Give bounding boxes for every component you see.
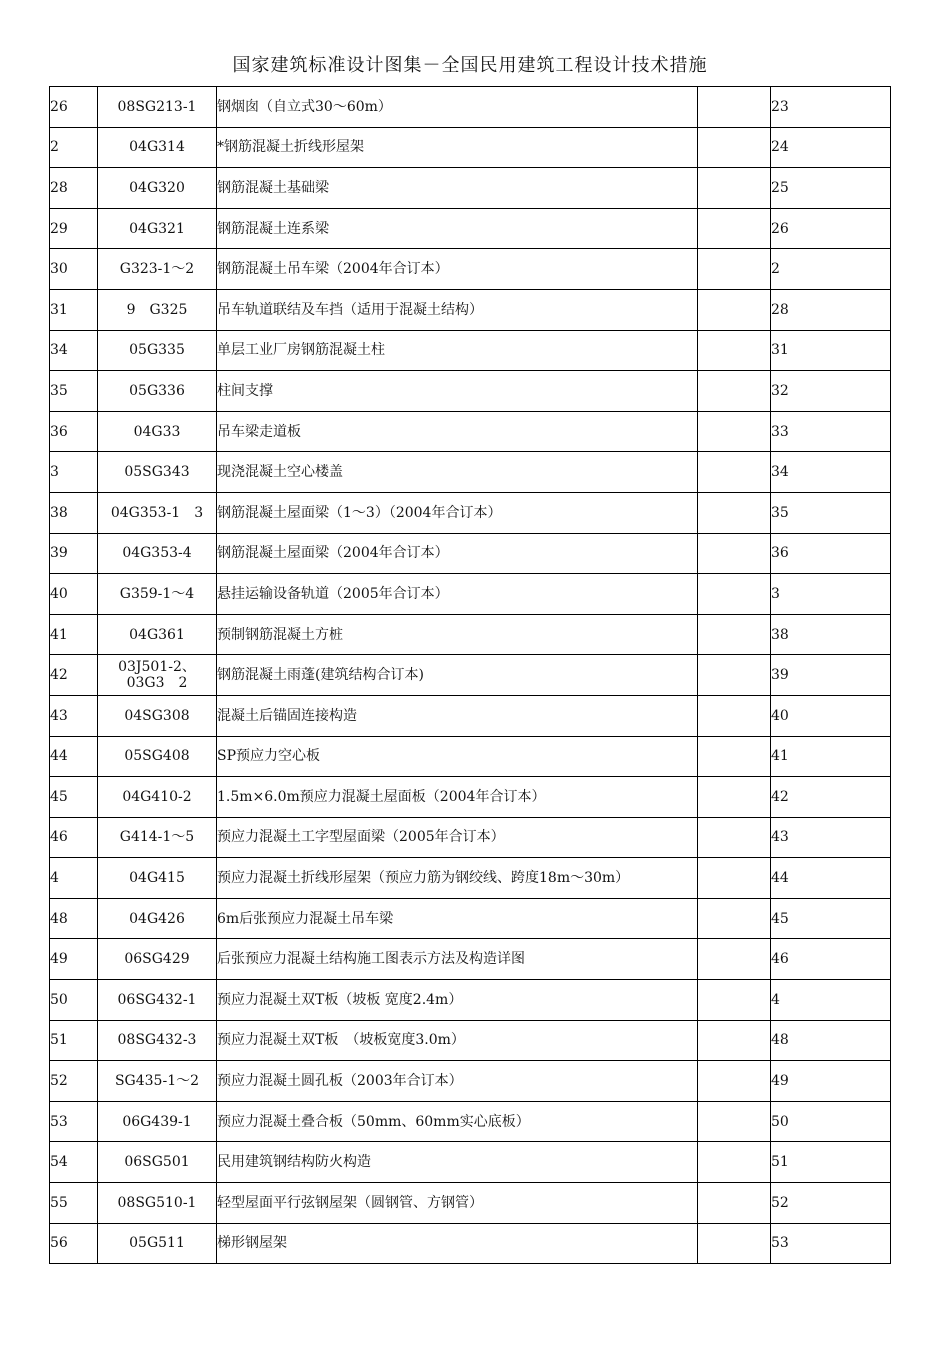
page-number-cell: 3: [771, 574, 891, 615]
table-row: [50, 492, 891, 533]
empty-cell: [698, 777, 771, 818]
row-number-cell: 41: [50, 614, 98, 655]
atlas-name-cell: 混凝土后锚固连接构造: [217, 695, 698, 736]
empty-cell: [698, 614, 771, 655]
table-row: [50, 777, 891, 818]
empty-cell: [698, 858, 771, 899]
row-number-cell: 43: [50, 695, 98, 736]
atlas-name-cell: SP预应力空心板: [217, 736, 698, 777]
row-number-cell: 56: [50, 1223, 98, 1264]
row-number-cell: 45: [50, 777, 98, 818]
atlas-code-cell: 04G321: [98, 208, 217, 249]
atlas-code-cell: G414-1～5: [98, 817, 217, 858]
empty-cell: [698, 127, 771, 168]
row-number-cell: 35: [50, 371, 98, 412]
atlas-code-cell: 04G353-1 3: [98, 492, 217, 533]
empty-cell: [698, 411, 771, 452]
atlas-code-cell: 06SG429: [98, 939, 217, 980]
row-number-cell: 28: [50, 168, 98, 209]
page-number-cell: 39: [771, 655, 891, 696]
page-number-cell: 41: [771, 736, 891, 777]
page-number-cell: 23: [771, 87, 891, 128]
row-number-cell: 26: [50, 87, 98, 128]
table-row: [50, 574, 891, 615]
atlas-code-cell: G323-1～2: [98, 249, 217, 290]
atlas-name-cell: 民用建筑钢结构防火构造: [217, 1142, 698, 1183]
atlas-name-cell: 柱间支撑: [217, 371, 698, 412]
empty-cell: [698, 1223, 771, 1264]
empty-cell: [698, 736, 771, 777]
atlas-name-cell: 预应力混凝土折线形屋架（预应力筋为钢绞线、跨度18m～30m）: [217, 858, 698, 899]
table-row: [50, 898, 891, 939]
page-number-cell: 34: [771, 452, 891, 493]
row-number-cell: 2: [50, 127, 98, 168]
empty-cell: [698, 655, 771, 696]
page-number-cell: 38: [771, 614, 891, 655]
page-number-cell: 31: [771, 330, 891, 371]
page-number-cell: 50: [771, 1101, 891, 1142]
atlas-code-cell: 06SG432-1: [98, 980, 217, 1021]
atlas-code-cell: 05G336: [98, 371, 217, 412]
page-number-cell: 48: [771, 1020, 891, 1061]
atlas-name-cell: 预应力混凝土圆孔板（2003年合订本）: [217, 1061, 698, 1102]
row-number-cell: 31: [50, 289, 98, 330]
row-number-cell: 50: [50, 980, 98, 1021]
row-number-cell: 36: [50, 411, 98, 452]
atlas-code-cell: 06SG501: [98, 1142, 217, 1183]
empty-cell: [698, 452, 771, 493]
empty-cell: [698, 1020, 771, 1061]
atlas-code-cell: 04G361: [98, 614, 217, 655]
row-number-cell: 55: [50, 1183, 98, 1224]
atlas-code-cell: 06G439-1: [98, 1101, 217, 1142]
row-number-cell: 34: [50, 330, 98, 371]
table-row: [50, 1020, 891, 1061]
atlas-code-cell: G359-1～4: [98, 574, 217, 615]
row-number-cell: 29: [50, 208, 98, 249]
atlas-name-cell: 轻型屋面平行弦钢屋架（圆钢管、方钢管）: [217, 1183, 698, 1224]
table-row: [50, 289, 891, 330]
page-number-cell: 52: [771, 1183, 891, 1224]
atlas-code-cell: 05SG343: [98, 452, 217, 493]
table-row: [50, 1223, 891, 1264]
table-row: [50, 452, 891, 493]
table-row: [50, 1142, 891, 1183]
atlas-code-line: 03J501-2、: [118, 659, 196, 676]
row-number-cell: 52: [50, 1061, 98, 1102]
atlas-code-cell: SG435-1～2: [98, 1061, 217, 1102]
table-row: [50, 208, 891, 249]
empty-cell: [698, 87, 771, 128]
atlas-name-cell: 吊车轨道联结及车挡（适用于混凝土结构）: [217, 289, 698, 330]
atlas-name-cell: 预应力混凝土工字型屋面梁（2005年合订本）: [217, 817, 698, 858]
empty-cell: [698, 249, 771, 290]
page-number-cell: 36: [771, 533, 891, 574]
row-number-cell: 51: [50, 1020, 98, 1061]
table-row: [50, 87, 891, 128]
page-number-cell: 51: [771, 1142, 891, 1183]
page-number-cell: 53: [771, 1223, 891, 1264]
row-number-cell: 48: [50, 898, 98, 939]
atlas-name-cell: 悬挂运输设备轨道（2005年合订本）: [217, 574, 698, 615]
row-number-cell: 40: [50, 574, 98, 615]
row-number-cell: 42: [50, 655, 98, 696]
page-number-cell: 24: [771, 127, 891, 168]
table-row: [50, 168, 891, 209]
atlas-code-cell: 04G410-2: [98, 777, 217, 818]
atlas-code-cell: [98, 655, 217, 696]
atlas-code-cell: 08SG213-1: [98, 87, 217, 128]
atlas-name-cell: 钢筋混凝土屋面梁（1～3）（2004年合订本）: [217, 492, 698, 533]
atlas-code-line: 03G3 2: [126, 675, 188, 692]
table-row: [50, 817, 891, 858]
table-row: [50, 1183, 891, 1224]
table-row: [50, 533, 891, 574]
atlas-name-cell: 6m后张预应力混凝土吊车梁: [217, 898, 698, 939]
page-number-cell: 44: [771, 858, 891, 899]
empty-cell: [698, 939, 771, 980]
page-number-cell: 35: [771, 492, 891, 533]
row-number-cell: 49: [50, 939, 98, 980]
empty-cell: [698, 1061, 771, 1102]
atlas-code-cell: 05SG408: [98, 736, 217, 777]
atlas-name-cell: 现浇混凝土空心楼盖: [217, 452, 698, 493]
empty-cell: [698, 208, 771, 249]
atlas-code-cell: 04G353-4: [98, 533, 217, 574]
table-row: [50, 736, 891, 777]
row-number-cell: 46: [50, 817, 98, 858]
page-number-cell: 46: [771, 939, 891, 980]
atlas-code-cell: 05G335: [98, 330, 217, 371]
page-number-cell: 28: [771, 289, 891, 330]
atlas-code-cell: 04G33: [98, 411, 217, 452]
empty-cell: [698, 1142, 771, 1183]
table-row: [50, 655, 891, 696]
page-title: 国家建筑标准设计图集－全国民用建筑工程设计技术措施: [232, 55, 708, 76]
atlas-name-cell: 钢筋混凝土屋面梁（2004年合订本）: [217, 533, 698, 574]
atlas-code-cell: 04G415: [98, 858, 217, 899]
atlas-code-cell: 04G426: [98, 898, 217, 939]
atlas-code-cell: 04G320: [98, 168, 217, 209]
atlas-code-cell: 04SG308: [98, 695, 217, 736]
empty-cell: [698, 330, 771, 371]
atlas-name-cell: 钢筋混凝土吊车梁（2004年合订本）: [217, 249, 698, 290]
atlas-catalog-table: [49, 86, 891, 1264]
atlas-name-cell: 钢筋混凝土基础梁: [217, 168, 698, 209]
empty-cell: [698, 1101, 771, 1142]
empty-cell: [698, 574, 771, 615]
row-number-cell: 54: [50, 1142, 98, 1183]
atlas-code-cell: 9 G325: [98, 289, 217, 330]
atlas-name-cell: 钢烟囱（自立式30～60m）: [217, 87, 698, 128]
empty-cell: [698, 289, 771, 330]
page-number-cell: 4: [771, 980, 891, 1021]
atlas-name-cell: 后张预应力混凝土结构施工图表示方法及构造详图: [217, 939, 698, 980]
atlas-name-cell: 钢筋混凝土雨蓬(建筑结构合订本): [217, 655, 698, 696]
atlas-name-cell: 预应力混凝土双T板（坡板 宽度2.4m）: [217, 980, 698, 1021]
atlas-name-cell: 1.5m×6.0m预应力混凝土屋面板（2004年合订本）: [217, 777, 698, 818]
empty-cell: [698, 533, 771, 574]
page-number-cell: 25: [771, 168, 891, 209]
table-row: [50, 249, 891, 290]
table-row: [50, 127, 891, 168]
atlas-code-cell: 08SG510-1: [98, 1183, 217, 1224]
atlas-code-cell: 04G314: [98, 127, 217, 168]
table-row: [50, 1101, 891, 1142]
table-row: [50, 411, 891, 452]
empty-cell: [698, 371, 771, 412]
row-number-cell: 38: [50, 492, 98, 533]
table-row: [50, 858, 891, 899]
page-number-cell: 45: [771, 898, 891, 939]
row-number-cell: 30: [50, 249, 98, 290]
empty-cell: [698, 695, 771, 736]
row-number-cell: 3: [50, 452, 98, 493]
empty-cell: [698, 817, 771, 858]
row-number-cell: 4: [50, 858, 98, 899]
empty-cell: [698, 1183, 771, 1224]
table-row: [50, 939, 891, 980]
table-row: [50, 371, 891, 412]
row-number-cell: 39: [50, 533, 98, 574]
table-row: [50, 695, 891, 736]
atlas-name-cell: 钢筋混凝土连系梁: [217, 208, 698, 249]
empty-cell: [698, 980, 771, 1021]
page-number-cell: 49: [771, 1061, 891, 1102]
empty-cell: [698, 898, 771, 939]
row-number-cell: 53: [50, 1101, 98, 1142]
catalog-table-body: [50, 87, 891, 1264]
page-number-cell: 33: [771, 411, 891, 452]
table-row: [50, 330, 891, 371]
table-row: [50, 1061, 891, 1102]
atlas-code-cell: 08SG432-3: [98, 1020, 217, 1061]
atlas-name-cell: 吊车梁走道板: [217, 411, 698, 452]
atlas-name-cell: 梯形钢屋架: [217, 1223, 698, 1264]
page-number-cell: 32: [771, 371, 891, 412]
row-number-cell: 44: [50, 736, 98, 777]
page-number-cell: 2: [771, 249, 891, 290]
atlas-name-cell: 单层工业厂房钢筋混凝土柱: [217, 330, 698, 371]
atlas-name-cell: 预制钢筋混凝土方桩: [217, 614, 698, 655]
empty-cell: [698, 492, 771, 533]
atlas-code-cell: 05G511: [98, 1223, 217, 1264]
table-row: [50, 980, 891, 1021]
table-row: [50, 614, 891, 655]
empty-cell: [698, 168, 771, 209]
page-number-cell: 43: [771, 817, 891, 858]
atlas-name-cell: 预应力混凝土叠合板（50mm、60mm实心底板）: [217, 1101, 698, 1142]
page-number-cell: 40: [771, 695, 891, 736]
atlas-name-cell: *钢筋混凝土折线形屋架: [217, 127, 698, 168]
page-number-cell: 42: [771, 777, 891, 818]
page-number-cell: 26: [771, 208, 891, 249]
atlas-name-cell: 预应力混凝土双T板 （坡板宽度3.0m）: [217, 1020, 698, 1061]
